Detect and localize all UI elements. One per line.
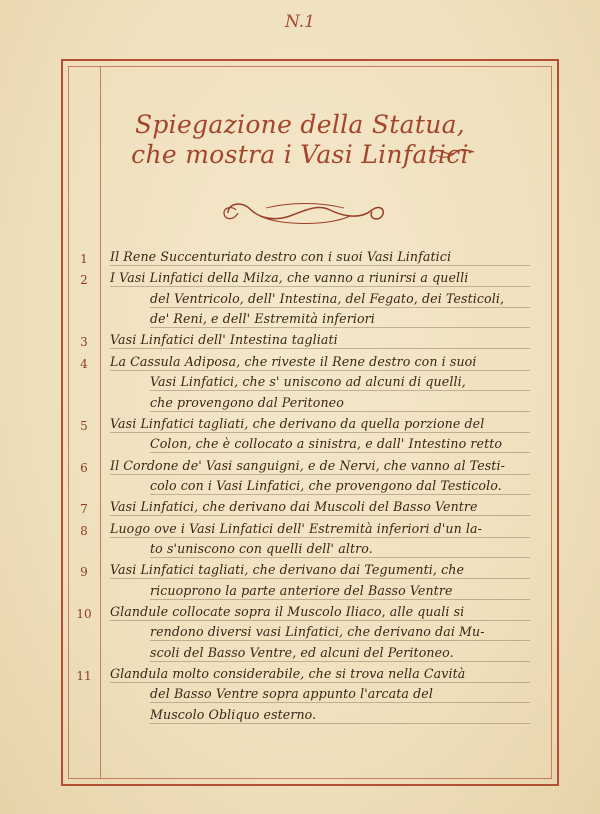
entry-text-line: del Basso Ventre sopra appunto l'arcata del	[150, 686, 433, 702]
entry-text-line: Muscolo Obliquo esterno.	[150, 706, 317, 722]
ruled-line	[110, 286, 530, 287]
entry-number: 4	[80, 356, 88, 371]
title-flourish-icon	[220, 196, 390, 230]
entry-text-line: to s'uniscono con quelli dell' altro.	[150, 540, 373, 556]
margin-rule	[100, 66, 101, 779]
ruled-line	[150, 327, 530, 328]
ruled-line	[150, 702, 530, 703]
ruled-line	[150, 390, 530, 391]
entry-number: 5	[80, 418, 88, 433]
entry-text-line: colo con i Vasi Linfatici, che provengono dal Testicolo.	[150, 477, 502, 493]
entry-number: 3	[80, 335, 88, 350]
entry-text-line: de' Reni, e dell' Estremità inferiori	[150, 311, 375, 327]
entry-text-line: Colon, che è collocato a sinistra, e dall' Intestino retto	[150, 436, 503, 452]
entry-number: 8	[80, 523, 88, 538]
entry-number: 2	[80, 273, 88, 288]
ruled-line	[150, 661, 530, 662]
ruled-line	[110, 620, 530, 621]
entry-text-line: Glandula molto considerabile, che si trova nella Cavità	[110, 666, 466, 681]
ruled-line	[110, 474, 530, 475]
ruled-line	[110, 265, 530, 266]
ruled-line	[150, 452, 530, 453]
title-line-2: che mostra i Vasi Linfatici	[131, 140, 469, 169]
ruled-line	[110, 348, 530, 349]
small-flourish-icon	[430, 143, 476, 161]
entry-text-line: scoli del Basso Ventre, ed alcuni del Peritoneo.	[150, 644, 454, 660]
entry-text-line: Il Cordone de' Vasi sanguigni, e de Nervi, che vanno al Testi-	[110, 457, 505, 473]
ruled-line	[150, 723, 530, 724]
entry-text-line: rendono diversi vasi Linfatici, che derivano dai Mu-	[150, 624, 485, 640]
entry-text-line: La Cassula Adiposa, che riveste il Rene destro con i suoi	[110, 353, 477, 369]
entry-text-line: Vasi Linfatici dell' Intestina tagliati	[110, 332, 338, 348]
ruled-line	[110, 682, 530, 683]
ruled-line	[150, 640, 530, 641]
ruled-line	[150, 307, 530, 308]
ruled-line	[150, 557, 530, 558]
entry-text-line: Luogo ove i Vasi Linfatici dell' Estremità inferiori d'un la-	[110, 520, 483, 536]
entry-text-line: Vasi Linfatici tagliati, che derivano dai Tegumenti, che	[110, 562, 465, 578]
entry-number: 7	[80, 502, 88, 517]
ruled-line	[110, 537, 530, 538]
ruled-line	[110, 370, 530, 371]
entry-number: 9	[80, 565, 88, 580]
entry-number: 6	[80, 460, 88, 475]
entry-text-line: Vasi Linfatici, che s' uniscono ad alcuni di quelli,	[150, 374, 466, 390]
ruled-line	[110, 578, 530, 579]
entry-text-line: Il Rene Succenturiato destro con i suoi Vasi Linfatici	[110, 249, 452, 264]
ruled-line	[110, 515, 530, 516]
entry-text-line: Vasi Linfatici tagliati, che derivano da quella porzione del	[110, 415, 485, 431]
ruled-line	[150, 494, 530, 495]
title-line-1: Spiegazione della Statua,	[134, 110, 466, 139]
page-number: N.1	[284, 12, 315, 32]
entry-text-line: ricuoprono la parte anteriore del Basso Ventre	[150, 582, 453, 598]
entry-number: 1	[80, 252, 88, 266]
entry-text-line: del Ventricolo, dell' Intestina, del Fegato, dei Testicoli,	[150, 290, 505, 306]
entry-text-line: Vasi Linfatici, che derivano dai Muscoli del Basso Ventre	[110, 499, 478, 515]
ruled-line	[150, 599, 530, 600]
entry-number: 10	[76, 606, 92, 621]
entry-text-line: che provengono dal Peritoneo	[150, 394, 344, 410]
entry-text-line: Glandule collocate sopra il Muscolo Iliaco, alle quali si	[110, 603, 465, 619]
entry-text-line: I Vasi Linfatici della Milza, che vanno a riunirsi a quelli	[110, 270, 469, 286]
ruled-line	[110, 432, 530, 433]
entry-number: 11	[76, 669, 92, 683]
ruled-line	[150, 411, 530, 412]
